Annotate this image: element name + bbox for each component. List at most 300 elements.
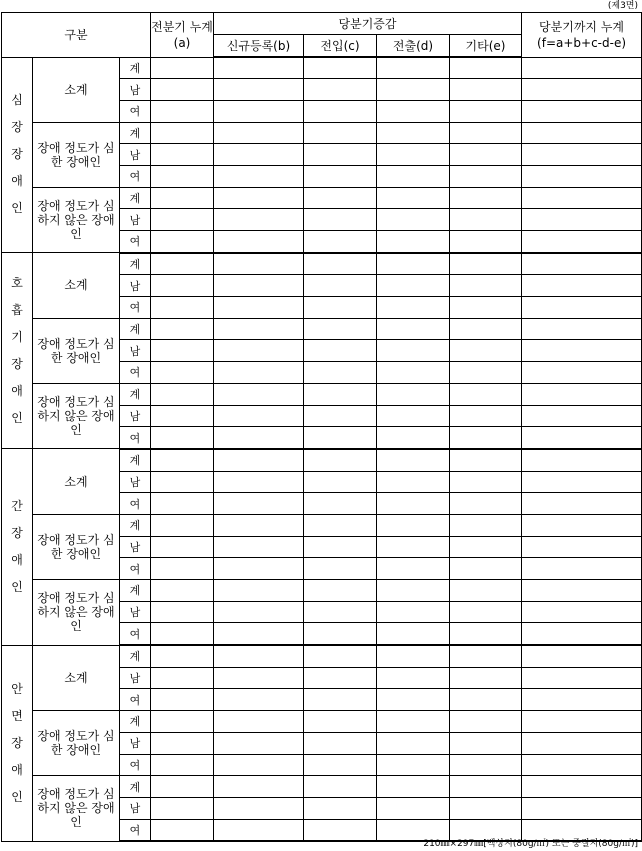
cum-total-cell[interactable]: [522, 558, 642, 580]
subgroup-label: 장애 정도가 심하지 않은 장애인: [33, 383, 120, 449]
cum-total-cell[interactable]: [522, 645, 642, 667]
new-registration-cell[interactable]: [214, 623, 304, 645]
move-out-cell[interactable]: [377, 776, 450, 798]
subgroup-label: 소계: [33, 645, 120, 711]
new-registration-cell[interactable]: [214, 100, 304, 122]
prev-total-cell[interactable]: [151, 493, 214, 515]
cum-total-cell[interactable]: [522, 493, 642, 515]
move-out-cell[interactable]: [377, 580, 450, 602]
new-registration-cell[interactable]: [214, 776, 304, 798]
move-in-cell[interactable]: [304, 297, 377, 319]
category-label-char: 인: [11, 201, 23, 216]
other-cell[interactable]: [450, 558, 522, 580]
move-out-cell[interactable]: [377, 340, 450, 362]
sex-label: 남: [120, 275, 151, 297]
other-cell[interactable]: [450, 645, 522, 667]
subgroup-label: 장애 정도가 심한 장애인: [33, 318, 120, 383]
move-out-cell[interactable]: [377, 754, 450, 776]
category-label-char: 애: [11, 383, 23, 398]
cum-total-cell[interactable]: [522, 383, 642, 405]
move-in-cell[interactable]: [304, 689, 377, 711]
other-cell[interactable]: [450, 776, 522, 798]
move-in-cell[interactable]: [304, 601, 377, 623]
prev-total-cell[interactable]: [151, 275, 214, 297]
cum-total-cell[interactable]: [522, 623, 642, 645]
category-label-char: 애: [11, 174, 23, 189]
move-in-cell[interactable]: [304, 536, 377, 558]
prev-total-cell[interactable]: [151, 57, 214, 79]
table-row: [2, 449, 642, 471]
category-label-char: 면: [11, 708, 23, 723]
cum-total-cell[interactable]: [522, 57, 642, 79]
header-category: 구분: [2, 13, 151, 58]
page-number: (제3면): [607, 1, 638, 11]
move-in-cell[interactable]: [304, 667, 377, 689]
cum-total-cell[interactable]: [522, 297, 642, 319]
sex-label: 여: [120, 754, 151, 776]
table-body: [2, 57, 642, 841]
prev-total-cell[interactable]: [151, 732, 214, 754]
category-label-char: 애: [11, 552, 23, 567]
sex-label: 계: [120, 187, 151, 209]
new-registration-cell[interactable]: [214, 362, 304, 384]
table-row: [2, 514, 642, 536]
other-cell[interactable]: [450, 122, 522, 144]
move-out-cell[interactable]: [377, 275, 450, 297]
cum-total-cell[interactable]: [522, 776, 642, 798]
header-other: 기타(e): [450, 35, 522, 58]
prev-total-cell[interactable]: [151, 601, 214, 623]
sex-label: 계: [120, 318, 151, 340]
header-move-out: 전출(d): [377, 35, 450, 58]
table-row: [2, 57, 642, 79]
prev-total-cell[interactable]: [151, 471, 214, 493]
new-registration-cell[interactable]: [214, 297, 304, 319]
move-out-cell[interactable]: [377, 362, 450, 384]
move-in-cell[interactable]: [304, 797, 377, 819]
move-in-cell[interactable]: [304, 57, 377, 79]
sex-label: 여: [120, 493, 151, 515]
move-out-cell[interactable]: [377, 689, 450, 711]
other-cell[interactable]: [450, 471, 522, 493]
prev-total-cell[interactable]: [151, 100, 214, 122]
new-registration-cell[interactable]: [214, 754, 304, 776]
new-registration-cell[interactable]: [214, 471, 304, 493]
move-in-cell[interactable]: [304, 711, 377, 733]
sex-label: 계: [120, 514, 151, 536]
other-cell[interactable]: [450, 297, 522, 319]
new-registration-cell[interactable]: [214, 144, 304, 166]
other-cell[interactable]: [450, 667, 522, 689]
move-out-cell[interactable]: [377, 493, 450, 515]
sex-label: 남: [120, 471, 151, 493]
sex-label: 계: [120, 449, 151, 471]
move-in-cell[interactable]: [304, 493, 377, 515]
prev-total-cell[interactable]: [151, 797, 214, 819]
move-in-cell[interactable]: [304, 558, 377, 580]
cum-total-cell[interactable]: [522, 187, 642, 209]
move-out-cell[interactable]: [377, 514, 450, 536]
category-label: [2, 57, 33, 253]
other-cell[interactable]: [450, 362, 522, 384]
new-registration-cell[interactable]: [214, 253, 304, 275]
move-in-cell[interactable]: [304, 405, 377, 427]
move-out-cell[interactable]: [377, 318, 450, 340]
header-move-in: 전입(c): [304, 35, 377, 58]
move-out-cell[interactable]: [377, 667, 450, 689]
other-cell[interactable]: [450, 732, 522, 754]
sex-label: 남: [120, 601, 151, 623]
move-in-cell[interactable]: [304, 645, 377, 667]
move-out-cell[interactable]: [377, 601, 450, 623]
new-registration-cell[interactable]: [214, 667, 304, 689]
sex-label: 여: [120, 427, 151, 449]
move-in-cell[interactable]: [304, 318, 377, 340]
new-registration-cell[interactable]: [214, 122, 304, 144]
prev-total-cell[interactable]: [151, 340, 214, 362]
prev-total-cell[interactable]: [151, 383, 214, 405]
other-cell[interactable]: [450, 601, 522, 623]
subgroup-label: 장애 정도가 심한 장애인: [33, 514, 120, 579]
move-in-cell[interactable]: [304, 471, 377, 493]
move-in-cell[interactable]: [304, 623, 377, 645]
category-label-char: 인: [11, 410, 23, 425]
cum-total-cell[interactable]: [522, 318, 642, 340]
other-cell[interactable]: [450, 383, 522, 405]
move-out-cell[interactable]: [377, 471, 450, 493]
category-label: [2, 645, 33, 841]
sex-label: 여: [120, 689, 151, 711]
table-row: [2, 187, 642, 209]
new-registration-cell[interactable]: [214, 427, 304, 449]
sex-label: 여: [120, 623, 151, 645]
new-registration-cell[interactable]: [214, 165, 304, 187]
category-label-char: 인: [11, 789, 23, 804]
sex-label: 남: [120, 340, 151, 362]
sex-label: 남: [120, 144, 151, 166]
cum-total-cell[interactable]: [522, 340, 642, 362]
new-registration-cell[interactable]: [214, 405, 304, 427]
new-registration-cell[interactable]: [214, 79, 304, 101]
prev-total-cell[interactable]: [151, 711, 214, 733]
cum-total-cell[interactable]: [522, 536, 642, 558]
other-cell[interactable]: [450, 165, 522, 187]
move-out-cell[interactable]: [377, 427, 450, 449]
new-registration-cell[interactable]: [214, 689, 304, 711]
sex-label: 남: [120, 797, 151, 819]
new-registration-cell[interactable]: [214, 57, 304, 79]
sex-label: 남: [120, 536, 151, 558]
prev-total-cell[interactable]: [151, 165, 214, 187]
subgroup-label: 소계: [33, 449, 120, 515]
move-in-cell[interactable]: [304, 427, 377, 449]
prev-total-cell[interactable]: [151, 689, 214, 711]
move-out-cell[interactable]: [377, 732, 450, 754]
category-label-char: 호: [11, 275, 23, 290]
new-registration-cell[interactable]: [214, 318, 304, 340]
cum-total-cell[interactable]: [522, 754, 642, 776]
category-label-char: 장: [11, 147, 23, 162]
prev-total-cell[interactable]: [151, 318, 214, 340]
cum-total-cell[interactable]: [522, 427, 642, 449]
new-registration-cell[interactable]: [214, 732, 304, 754]
cum-total-cell[interactable]: [522, 797, 642, 819]
prev-total-cell[interactable]: [151, 231, 214, 253]
prev-total-cell[interactable]: [151, 144, 214, 166]
prev-total-cell[interactable]: [151, 362, 214, 384]
cum-total-cell[interactable]: [522, 514, 642, 536]
move-in-cell[interactable]: [304, 819, 377, 841]
prev-total-cell[interactable]: [151, 449, 214, 471]
new-registration-cell[interactable]: [214, 275, 304, 297]
other-cell[interactable]: [450, 536, 522, 558]
new-registration-cell[interactable]: [214, 645, 304, 667]
cum-total-cell[interactable]: [522, 253, 642, 275]
subgroup-label: 소계: [33, 253, 120, 319]
other-cell[interactable]: [450, 187, 522, 209]
category-label-char: 기: [11, 329, 23, 344]
move-out-cell[interactable]: [377, 209, 450, 231]
move-out-cell[interactable]: [377, 449, 450, 471]
other-cell[interactable]: [450, 449, 522, 471]
move-out-cell[interactable]: [377, 253, 450, 275]
new-registration-cell[interactable]: [214, 601, 304, 623]
new-registration-cell[interactable]: [214, 383, 304, 405]
other-cell[interactable]: [450, 318, 522, 340]
new-registration-cell[interactable]: [214, 514, 304, 536]
subgroup-label: 소계: [33, 57, 120, 122]
paper-spec-footer: 210㎜×297㎜[백상지(80g/㎡) 또는 중질지(80g/㎡)]: [423, 839, 638, 849]
cum-total-cell[interactable]: [522, 711, 642, 733]
prev-total-cell[interactable]: [151, 209, 214, 231]
category-label: [2, 253, 33, 449]
other-cell[interactable]: [450, 340, 522, 362]
move-out-cell[interactable]: [377, 536, 450, 558]
move-in-cell[interactable]: [304, 79, 377, 101]
move-in-cell[interactable]: [304, 165, 377, 187]
move-in-cell[interactable]: [304, 275, 377, 297]
cum-total-cell[interactable]: [522, 667, 642, 689]
subgroup-label: 장애 정도가 심하지 않은 장애인: [33, 187, 120, 253]
table-row: [2, 711, 642, 733]
new-registration-cell[interactable]: [214, 493, 304, 515]
category-label-char: 간: [11, 498, 23, 513]
move-out-cell[interactable]: [377, 165, 450, 187]
new-registration-cell[interactable]: [214, 231, 304, 253]
move-in-cell[interactable]: [304, 209, 377, 231]
cum-total-cell[interactable]: [522, 231, 642, 253]
sex-label: 계: [120, 776, 151, 798]
prev-total-cell[interactable]: [151, 776, 214, 798]
sex-label: 계: [120, 645, 151, 667]
new-registration-cell[interactable]: [214, 449, 304, 471]
new-registration-cell[interactable]: [214, 209, 304, 231]
new-registration-cell[interactable]: [214, 797, 304, 819]
sex-label: 여: [120, 165, 151, 187]
cum-total-cell[interactable]: [522, 580, 642, 602]
other-cell[interactable]: [450, 754, 522, 776]
move-in-cell[interactable]: [304, 122, 377, 144]
move-out-cell[interactable]: [377, 231, 450, 253]
cum-total-cell[interactable]: [522, 100, 642, 122]
move-in-cell[interactable]: [304, 383, 377, 405]
move-out-cell[interactable]: [377, 405, 450, 427]
other-cell[interactable]: [450, 623, 522, 645]
other-cell[interactable]: [450, 100, 522, 122]
table-row: [2, 122, 642, 144]
sex-label: 여: [120, 558, 151, 580]
category-label-char: 흡: [11, 302, 23, 317]
header-new-registration: 신규등록(b): [214, 35, 304, 58]
move-out-cell[interactable]: [377, 711, 450, 733]
cum-total-cell[interactable]: [522, 165, 642, 187]
category-label-char: 안: [11, 681, 23, 696]
move-in-cell[interactable]: [304, 776, 377, 798]
prev-total-cell[interactable]: [151, 427, 214, 449]
cum-total-cell[interactable]: [522, 689, 642, 711]
prev-total-cell[interactable]: [151, 667, 214, 689]
prev-total-cell[interactable]: [151, 297, 214, 319]
other-cell[interactable]: [450, 580, 522, 602]
prev-total-cell[interactable]: [151, 122, 214, 144]
cum-total-cell[interactable]: [522, 405, 642, 427]
sex-label: 계: [120, 383, 151, 405]
move-in-cell[interactable]: [304, 449, 377, 471]
move-in-cell[interactable]: [304, 514, 377, 536]
cum-total-cell[interactable]: [522, 144, 642, 166]
move-out-cell[interactable]: [377, 187, 450, 209]
move-in-cell[interactable]: [304, 144, 377, 166]
subgroup-label: 장애 정도가 심한 장애인: [33, 122, 120, 187]
other-cell[interactable]: [450, 493, 522, 515]
category-label: [2, 449, 33, 645]
category-label-char: 인: [11, 579, 23, 594]
subgroup-label: 장애 정도가 심하지 않은 장애인: [33, 776, 120, 842]
move-in-cell[interactable]: [304, 580, 377, 602]
table-row: [2, 253, 642, 275]
sex-label: 남: [120, 667, 151, 689]
other-cell[interactable]: [450, 231, 522, 253]
other-cell[interactable]: [450, 79, 522, 101]
statistics-table: [1, 12, 642, 842]
move-out-cell[interactable]: [377, 797, 450, 819]
prev-total-cell[interactable]: [151, 645, 214, 667]
move-out-cell[interactable]: [377, 100, 450, 122]
sex-label: 여: [120, 362, 151, 384]
prev-total-cell[interactable]: [151, 819, 214, 841]
cum-total-cell[interactable]: [522, 275, 642, 297]
move-in-cell[interactable]: [304, 231, 377, 253]
other-cell[interactable]: [450, 253, 522, 275]
other-cell[interactable]: [450, 427, 522, 449]
header-cum-total: 당분기까지 누계 (f=a+b+c-d-e): [522, 13, 642, 58]
move-in-cell[interactable]: [304, 187, 377, 209]
prev-total-cell[interactable]: [151, 536, 214, 558]
cum-total-cell[interactable]: [522, 362, 642, 384]
prev-total-cell[interactable]: [151, 754, 214, 776]
cum-total-cell[interactable]: [522, 449, 642, 471]
category-label-char: 장: [11, 120, 23, 135]
move-out-cell[interactable]: [377, 57, 450, 79]
sex-label: 계: [120, 580, 151, 602]
move-out-cell[interactable]: [377, 645, 450, 667]
move-in-cell[interactable]: [304, 253, 377, 275]
category-label-char: 장: [11, 525, 23, 540]
cum-total-cell[interactable]: [522, 471, 642, 493]
move-in-cell[interactable]: [304, 362, 377, 384]
move-in-cell[interactable]: [304, 754, 377, 776]
prev-total-cell[interactable]: [151, 558, 214, 580]
other-cell[interactable]: [450, 209, 522, 231]
new-registration-cell[interactable]: [214, 711, 304, 733]
sex-label: 계: [120, 122, 151, 144]
move-in-cell[interactable]: [304, 100, 377, 122]
category-label-char: 애: [11, 762, 23, 777]
move-out-cell[interactable]: [377, 558, 450, 580]
table-row: [2, 645, 642, 667]
category-label-char: 장: [11, 356, 23, 371]
subgroup-label: 장애 정도가 심하지 않은 장애인: [33, 580, 120, 646]
new-registration-cell[interactable]: [214, 580, 304, 602]
new-registration-cell[interactable]: [214, 340, 304, 362]
cum-total-cell[interactable]: [522, 601, 642, 623]
move-out-cell[interactable]: [377, 144, 450, 166]
other-cell[interactable]: [450, 405, 522, 427]
move-in-cell[interactable]: [304, 732, 377, 754]
cum-total-cell[interactable]: [522, 79, 642, 101]
other-cell[interactable]: [450, 514, 522, 536]
table-row: [2, 776, 642, 798]
table-row: [2, 580, 642, 602]
sex-label: 남: [120, 209, 151, 231]
cum-total-cell[interactable]: [522, 209, 642, 231]
move-out-cell[interactable]: [377, 623, 450, 645]
prev-total-cell[interactable]: [151, 253, 214, 275]
prev-total-cell[interactable]: [151, 405, 214, 427]
prev-total-cell[interactable]: [151, 79, 214, 101]
move-out-cell[interactable]: [377, 79, 450, 101]
other-cell[interactable]: [450, 797, 522, 819]
cum-total-cell[interactable]: [522, 732, 642, 754]
move-out-cell[interactable]: [377, 383, 450, 405]
table-row: [2, 318, 642, 340]
sex-label: 여: [120, 297, 151, 319]
other-cell[interactable]: [450, 711, 522, 733]
sex-label: 계: [120, 253, 151, 275]
subgroup-label: 장애 정도가 심한 장애인: [33, 711, 120, 776]
other-cell[interactable]: [450, 689, 522, 711]
new-registration-cell[interactable]: [214, 187, 304, 209]
new-registration-cell[interactable]: [214, 536, 304, 558]
new-registration-cell[interactable]: [214, 558, 304, 580]
header-prev-total: 전분기 누계(a): [151, 13, 214, 58]
cum-total-cell[interactable]: [522, 122, 642, 144]
move-out-cell[interactable]: [377, 122, 450, 144]
sex-label: 여: [120, 819, 151, 841]
prev-total-cell[interactable]: [151, 623, 214, 645]
move-out-cell[interactable]: [377, 297, 450, 319]
move-in-cell[interactable]: [304, 340, 377, 362]
prev-total-cell[interactable]: [151, 514, 214, 536]
other-cell[interactable]: [450, 144, 522, 166]
other-cell[interactable]: [450, 275, 522, 297]
sex-label: 여: [120, 231, 151, 253]
new-registration-cell[interactable]: [214, 819, 304, 841]
sex-label: 남: [120, 732, 151, 754]
other-cell[interactable]: [450, 57, 522, 79]
prev-total-cell[interactable]: [151, 580, 214, 602]
prev-total-cell[interactable]: [151, 187, 214, 209]
